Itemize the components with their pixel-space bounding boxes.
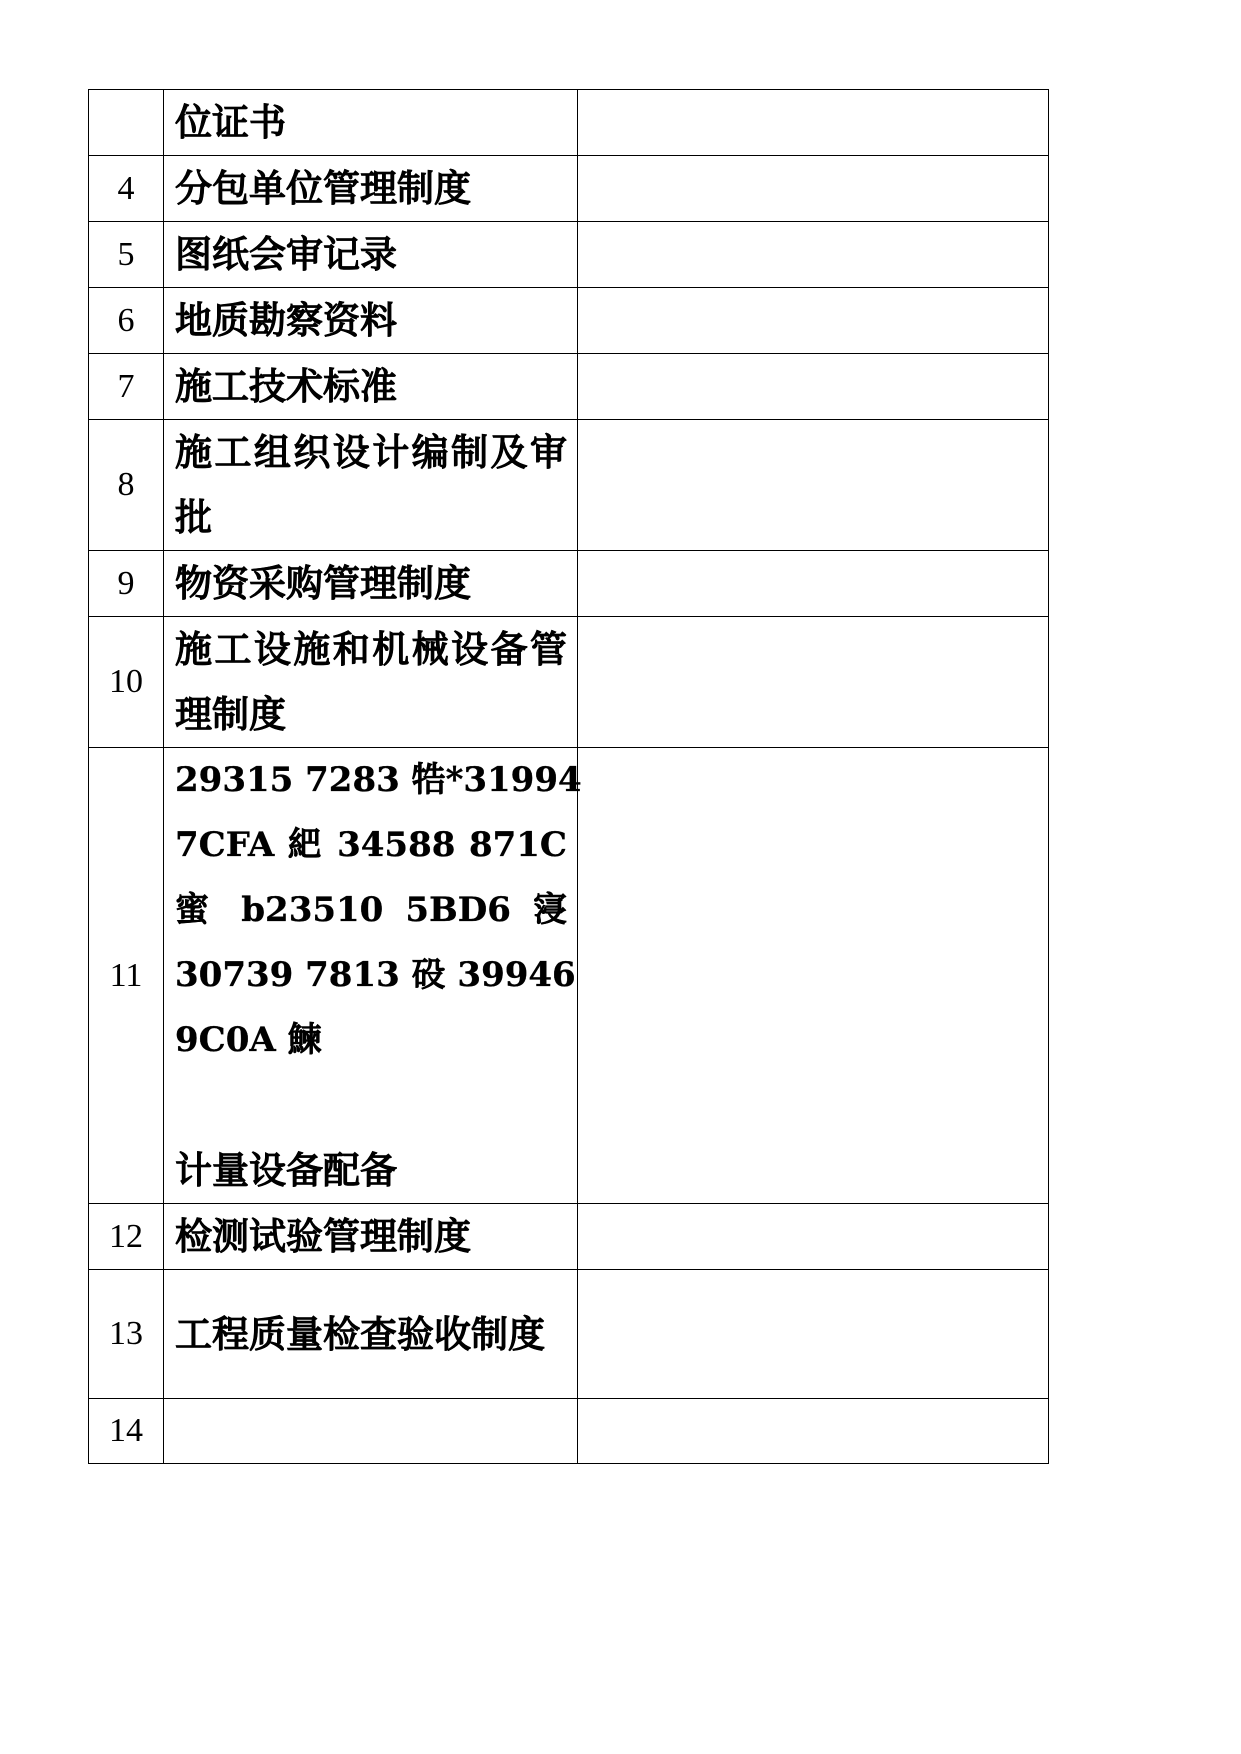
row-blank-cell: [578, 288, 1049, 354]
garbled-text-line: 30739 7813 砓 39946: [175, 955, 576, 995]
garbled-text-line: 29315 7283 牿*31994: [175, 760, 582, 800]
row-number: 9: [89, 551, 164, 617]
row-item: 计量设备配备: [175, 1148, 397, 1192]
row-number: 11: [89, 748, 164, 1204]
row-blank-cell: [578, 748, 1049, 1204]
row-blank-cell: [578, 1399, 1049, 1464]
garbled-text-line: 7CFA 紦 34588 871C: [175, 825, 567, 865]
table-row: [89, 288, 1049, 354]
row-number: [89, 90, 164, 156]
row-blank-cell: [578, 222, 1049, 288]
row-number: 12: [89, 1204, 164, 1270]
checklist-table: [88, 89, 1049, 1464]
row-blank-cell: [578, 1204, 1049, 1270]
table-row: [89, 354, 1049, 420]
row-blank-cell: [578, 617, 1049, 748]
row-number: 7: [89, 354, 164, 420]
row-item-garbled: [164, 748, 582, 1204]
row-number: 10: [89, 617, 164, 748]
row-number: 8: [89, 420, 164, 551]
row-blank-cell: [578, 1270, 1049, 1399]
garbled-text-line: 9C0A 鰊: [175, 1020, 322, 1060]
row-number: 14: [89, 1399, 164, 1464]
row-blank-cell: [578, 156, 1049, 222]
row-blank-cell: [578, 420, 1049, 551]
table-row: [89, 1399, 1049, 1464]
table-row: [89, 1270, 1049, 1399]
row-item: 检测试验管理制度: [164, 1204, 578, 1270]
row-item: 图纸会审记录: [164, 222, 578, 288]
garbled-text-line: 蜜 b23510 5BD6 寖: [175, 890, 567, 930]
blank-line: [175, 1073, 567, 1138]
row-item: 施工技术标准: [164, 354, 578, 420]
row-blank-cell: [578, 354, 1049, 420]
row-item: 位证书: [164, 90, 578, 156]
table-row: [89, 1204, 1049, 1270]
table-row: [89, 222, 1049, 288]
table-row: [89, 617, 1049, 748]
table-row: [89, 156, 1049, 222]
row-number: 13: [89, 1270, 164, 1399]
row-item: 工程质量检查验收制度: [164, 1270, 578, 1399]
row-item: 施工设施和机械设备管理制度: [164, 617, 578, 748]
row-blank-cell: [578, 551, 1049, 617]
row-blank-cell: [578, 90, 1049, 156]
row-number: 6: [89, 288, 164, 354]
row-item: 分包单位管理制度: [164, 156, 578, 222]
table-row: [89, 551, 1049, 617]
row-item: 地质勘察资料: [164, 288, 578, 354]
row-number: 4: [89, 156, 164, 222]
row-item: 施工组织设计编制及审批: [164, 420, 578, 551]
row-item: 物资采购管理制度: [164, 551, 578, 617]
table-row: [89, 748, 1049, 1204]
table-row: [89, 420, 1049, 551]
row-item: [164, 1399, 578, 1464]
row-number: 5: [89, 222, 164, 288]
table-row: [89, 90, 1049, 156]
